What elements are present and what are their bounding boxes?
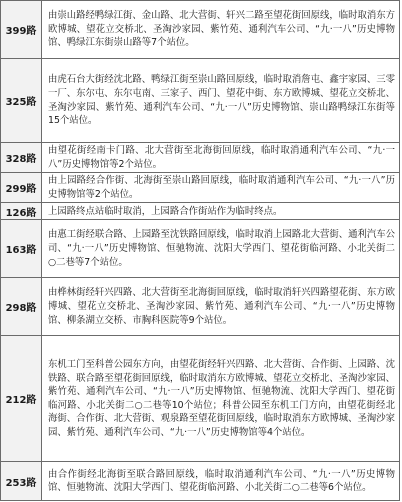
table-row (1, 143, 400, 173)
table-row (1, 278, 400, 336)
table-row (1, 462, 400, 501)
route-description: 由桦林街经轩兴四路、北大营街至北海街回原线，临时取消轩兴四路望花街、东方欧博城、望花立交桥北、圣淘沙家园、紫竹苑、通利汽车公司、“九·一八”历史博物馆、柳条湖立交桥、市胸科医院等9个站位。 (42, 278, 400, 336)
table-row (1, 220, 400, 278)
table-row (1, 1, 400, 59)
route-number: 212路 (1, 336, 42, 462)
route-description: 由惠工街经联合路、上园路至沈铁路回原线，临时取消上园路北大营街、通利汽车公司、“九·一八”历史博物馆、恒驰物流、沈阳大学西门、望花街临河路、小北关街二○二巷等7个站位。 (42, 220, 400, 278)
route-number: 299路 (1, 173, 42, 203)
table-row (1, 336, 400, 462)
route-description: 由崇山路经鸭绿江街、金山路、北大营街、轩兴二路至望花街回原线，临时取消东方欧博城、望花立交桥北、圣淘沙家园、紫竹苑、通利汽车公司、“九·一八”历史博物馆、鸭绿江东街崇山路等7个站位。 (42, 1, 400, 59)
route-number: 126路 (1, 203, 42, 220)
route-description: 由虎石台大街经沈北路、鸭绿江街至崇山路回原线，临时取消詹屯、鑫宇家园、三零一厂、东尔屯、东尔屯南、三家子、西门、望花中街、东方欧博城、望花立交桥北、圣淘沙家园、紫竹苑、通利汽车公司、“九·一八”历史博物馆、崇山路鸭绿江东街等15个站位。 (42, 59, 400, 143)
route-description: 由望花街经南卡门路、北大营街至北海街回原线，临时取消通利汽车公司、“九·一八”历史博物馆等2个站位。 (42, 143, 400, 173)
table-row (1, 59, 400, 143)
route-number: 253路 (1, 462, 42, 501)
route-description: 由合作街经北海街至联合路回原线，临时取消通利汽车公司、“九·一八”历史博物馆、恒驰物流、沈阳大学西门、望花街临河路、小北关街二○二巷等6个站位。 (42, 462, 400, 501)
route-number: 298路 (1, 278, 42, 336)
table-row (1, 203, 400, 220)
route-number: 328路 (1, 143, 42, 173)
route-description: 东机工门至科普公园东方向，由望花街经轩兴四路、北大营街、合作街、上园路、沈铁路、联合路至望花街回原线，临时取消东方欧博城、望花立交桥北、圣淘沙家园、紫竹苑、通利汽车公司、“九·一八”历史博物馆、恒驰物流、沈阳大学西门、望花街临河路、小北关街二○二巷等10个站位；科普公园至东机工门方向，由望花街经北海街、合作街、北大营街、观泉路至望花街回原线，临时取消东方欧博城、圣淘沙家园、紫竹苑、通利汽车公司、“九·一八”历史博物馆等4个站位。 (42, 336, 400, 462)
route-number: 163路 (1, 220, 42, 278)
route-description: 由上园路经合作街、北海街至崇山路回原线，临时取消通利汽车公司、“九·一八”历史博物馆等2个站位。 (42, 173, 400, 203)
route-number: 325路 (1, 59, 42, 143)
route-description: 上园路终点站临时取消，上园路合作街站作为临时终点。 (42, 203, 400, 220)
route-number: 399路 (1, 1, 42, 59)
table-row (1, 173, 400, 203)
